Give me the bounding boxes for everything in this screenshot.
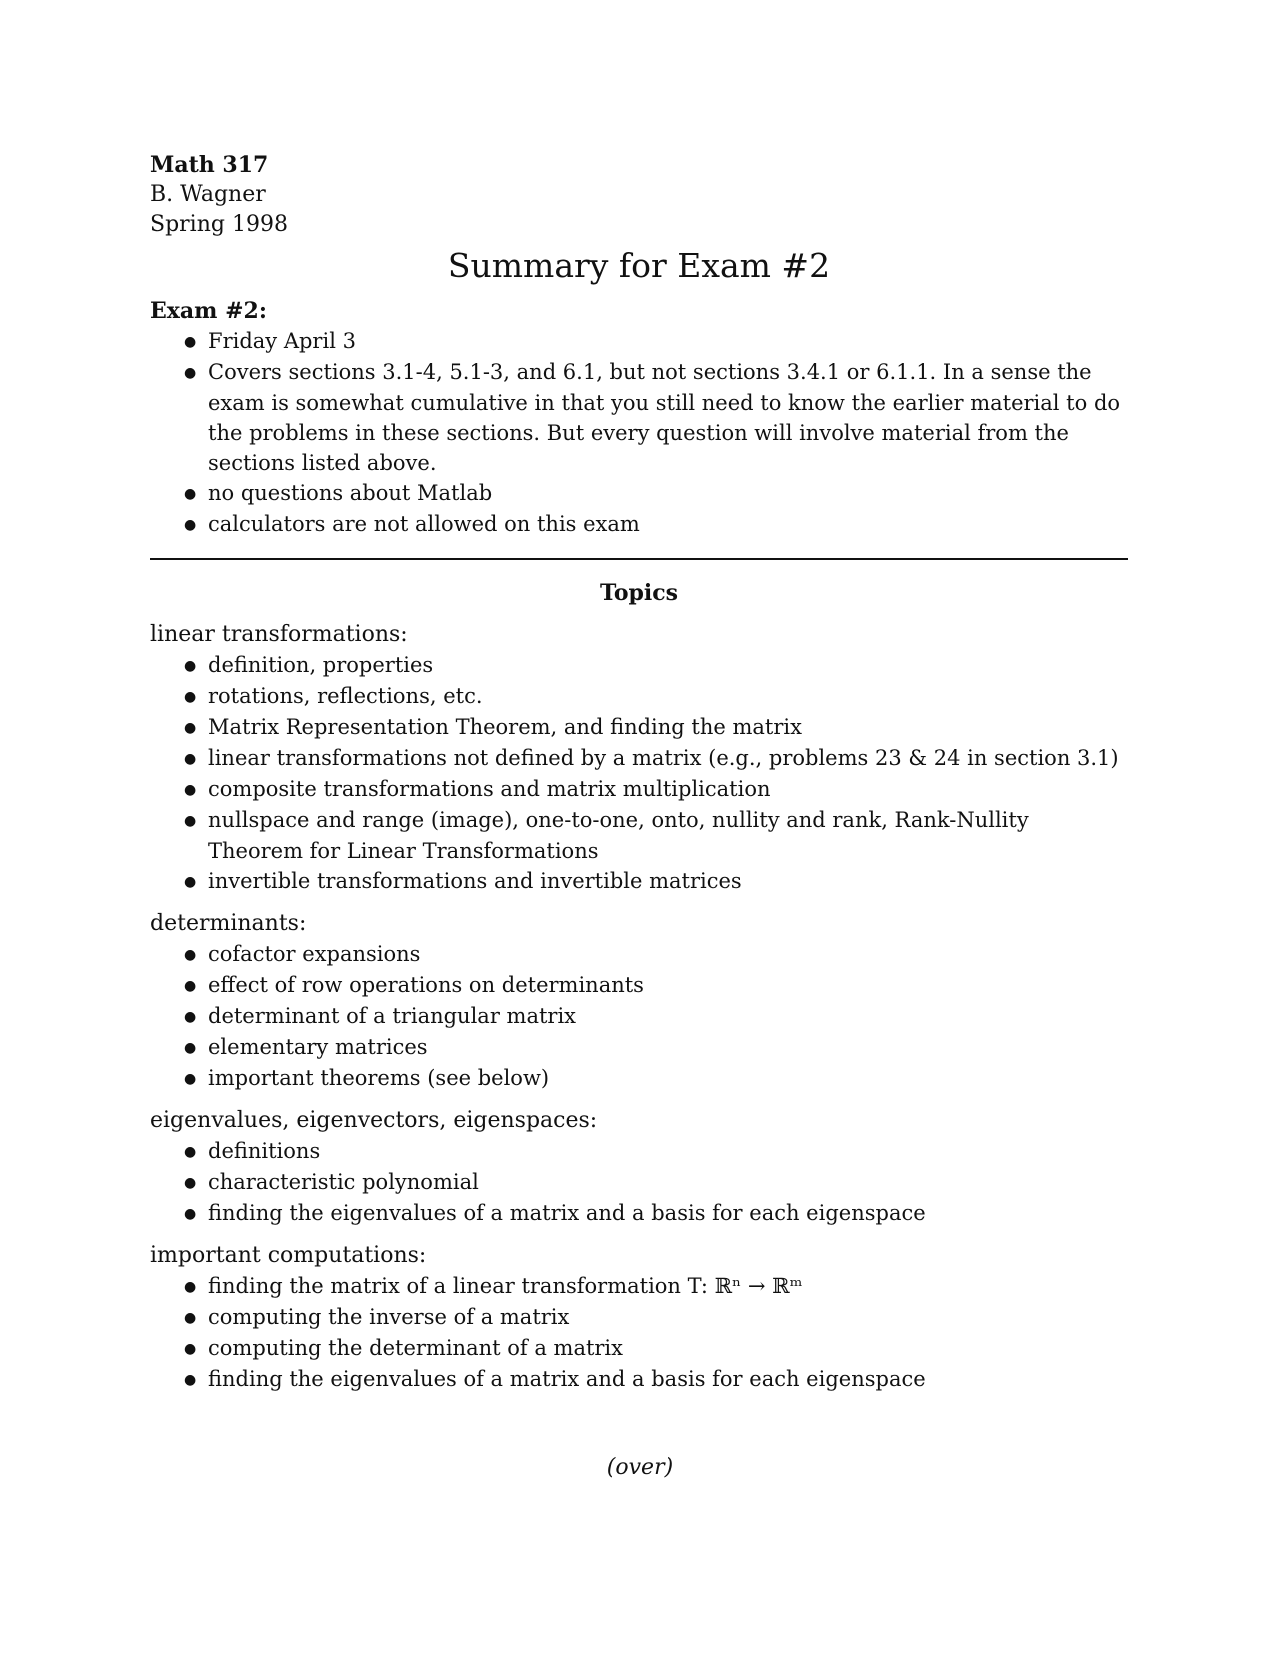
list-item-text: cofactor expansions bbox=[208, 942, 421, 966]
bullet-icon: ● bbox=[184, 334, 197, 350]
list-item-text: no questions about Matlab bbox=[208, 481, 493, 505]
list-item-text: Matrix Representation Theorem, and finding the matrix bbox=[208, 715, 802, 739]
bullet-icon: ● bbox=[184, 1372, 197, 1388]
list-item-text: rotations, reflections, etc. bbox=[208, 684, 483, 708]
list-item bbox=[184, 1364, 1128, 1395]
bullet-icon: ● bbox=[184, 486, 197, 502]
topic-group-label: eigenvalues, eigenvectors, eigenspaces: bbox=[150, 1108, 598, 1133]
list-item-text: elementary matrices bbox=[208, 1035, 428, 1059]
topic-list bbox=[150, 1271, 1128, 1395]
bullet-icon: ● bbox=[184, 365, 197, 381]
exam-heading: Exam #2: bbox=[150, 298, 267, 324]
list-item bbox=[184, 866, 1128, 897]
term: Spring 1998 bbox=[150, 212, 288, 237]
list-item-text: definition, properties bbox=[208, 653, 434, 677]
topic-group-determinants bbox=[150, 909, 1128, 1094]
topic-group-computations bbox=[150, 1241, 1128, 1395]
bullet-icon: ● bbox=[184, 1341, 197, 1357]
list-item bbox=[184, 1271, 1128, 1302]
list-item-text: nullspace and range (image), one-to-one, onto, nullity and rank, Rank-Nullity Theorem for Linear Transformations bbox=[208, 808, 1029, 863]
list-item-text: computing the inverse of a matrix bbox=[208, 1305, 570, 1329]
list-item-text: finding the matrix of a linear transformation T: ℝⁿ → ℝᵐ bbox=[208, 1274, 803, 1298]
list-item bbox=[184, 743, 1128, 774]
list-item-text: computing the determinant of a matrix bbox=[208, 1336, 623, 1360]
list-item bbox=[184, 1032, 1128, 1063]
bullet-icon: ● bbox=[184, 720, 197, 736]
list-item-text: linear transformations not defined by a matrix (e.g., problems 23 & 24 in section 3.1) bbox=[208, 746, 1119, 770]
list-item bbox=[184, 326, 1128, 357]
bullet-icon: ● bbox=[184, 751, 197, 767]
bullet-icon: ● bbox=[184, 658, 197, 674]
bullet-icon: ● bbox=[184, 1009, 197, 1025]
list-item bbox=[184, 970, 1128, 1001]
list-item bbox=[184, 805, 1128, 866]
list-item-text: calculators are not allowed on this exam bbox=[208, 512, 640, 536]
bullet-icon: ● bbox=[184, 1144, 197, 1160]
topic-group-label: important computations: bbox=[150, 1243, 427, 1268]
list-item-text: determinant of a triangular matrix bbox=[208, 1004, 577, 1028]
bullet-icon: ● bbox=[184, 517, 197, 533]
list-item-text: important theorems (see below) bbox=[208, 1066, 550, 1090]
list-item bbox=[184, 939, 1128, 970]
page-footer-over: (over) bbox=[606, 1455, 674, 1480]
topic-group-linear-transformations bbox=[150, 620, 1128, 897]
list-item bbox=[184, 1333, 1128, 1364]
section-divider bbox=[150, 558, 1128, 560]
page-title: Summary for Exam #2 bbox=[447, 246, 831, 285]
instructor-name: B. Wagner bbox=[150, 182, 266, 207]
topic-group-label: determinants: bbox=[150, 911, 307, 936]
bullet-icon: ● bbox=[184, 1279, 197, 1295]
bullet-icon: ● bbox=[184, 689, 197, 705]
list-item bbox=[184, 1167, 1128, 1198]
document-page bbox=[150, 150, 1128, 1407]
list-item bbox=[184, 774, 1128, 805]
exam-details-list bbox=[150, 326, 1128, 540]
bullet-icon: ● bbox=[184, 947, 197, 963]
topic-list bbox=[150, 1136, 1128, 1229]
course-name: Math 317 bbox=[150, 152, 269, 178]
list-item bbox=[184, 1302, 1128, 1333]
list-item bbox=[184, 1063, 1128, 1094]
bullet-icon: ● bbox=[184, 1206, 197, 1222]
topic-list bbox=[150, 650, 1128, 897]
list-item-text: effect of row operations on determinants bbox=[208, 973, 644, 997]
list-item bbox=[184, 650, 1128, 681]
list-item-text: invertible transformations and invertible matrices bbox=[208, 869, 742, 893]
list-item-text: finding the eigenvalues of a matrix and a basis for each eigenspace bbox=[208, 1201, 926, 1225]
list-item bbox=[184, 509, 1128, 540]
list-item-text: composite transformations and matrix multiplication bbox=[208, 777, 771, 801]
topic-group-label: linear transformations: bbox=[150, 622, 408, 647]
list-item bbox=[184, 478, 1128, 509]
list-item bbox=[184, 712, 1128, 743]
bullet-icon: ● bbox=[184, 813, 197, 829]
bullet-icon: ● bbox=[184, 1310, 197, 1326]
list-item bbox=[184, 1136, 1128, 1167]
bullet-icon: ● bbox=[184, 1071, 197, 1087]
list-item-text: finding the eigenvalues of a matrix and a basis for each eigenspace bbox=[208, 1367, 926, 1391]
bullet-icon: ● bbox=[184, 874, 197, 890]
bullet-icon: ● bbox=[184, 782, 197, 798]
list-item-text: characteristic polynomial bbox=[208, 1170, 479, 1194]
list-item bbox=[184, 357, 1128, 478]
topics-heading: Topics bbox=[599, 580, 679, 606]
bullet-icon: ● bbox=[184, 1175, 197, 1191]
list-item bbox=[184, 1198, 1128, 1229]
list-item-text: definitions bbox=[208, 1139, 321, 1163]
list-item-text: Friday April 3 bbox=[208, 329, 356, 353]
topic-group-eigenvalues bbox=[150, 1106, 1128, 1229]
list-item-text: Covers sections 3.1-4, 5.1-3, and 6.1, but not sections 3.4.1 or 6.1.1. In a sense the exam is somewhat cumulative in that you still need to know the earlier material to do the problems in these sections. But every question will involve material from the sections listed above. bbox=[208, 360, 1121, 475]
list-item bbox=[184, 681, 1128, 712]
bullet-icon: ● bbox=[184, 1040, 197, 1056]
topic-list bbox=[150, 939, 1128, 1094]
bullet-icon: ● bbox=[184, 978, 197, 994]
list-item bbox=[184, 1001, 1128, 1032]
